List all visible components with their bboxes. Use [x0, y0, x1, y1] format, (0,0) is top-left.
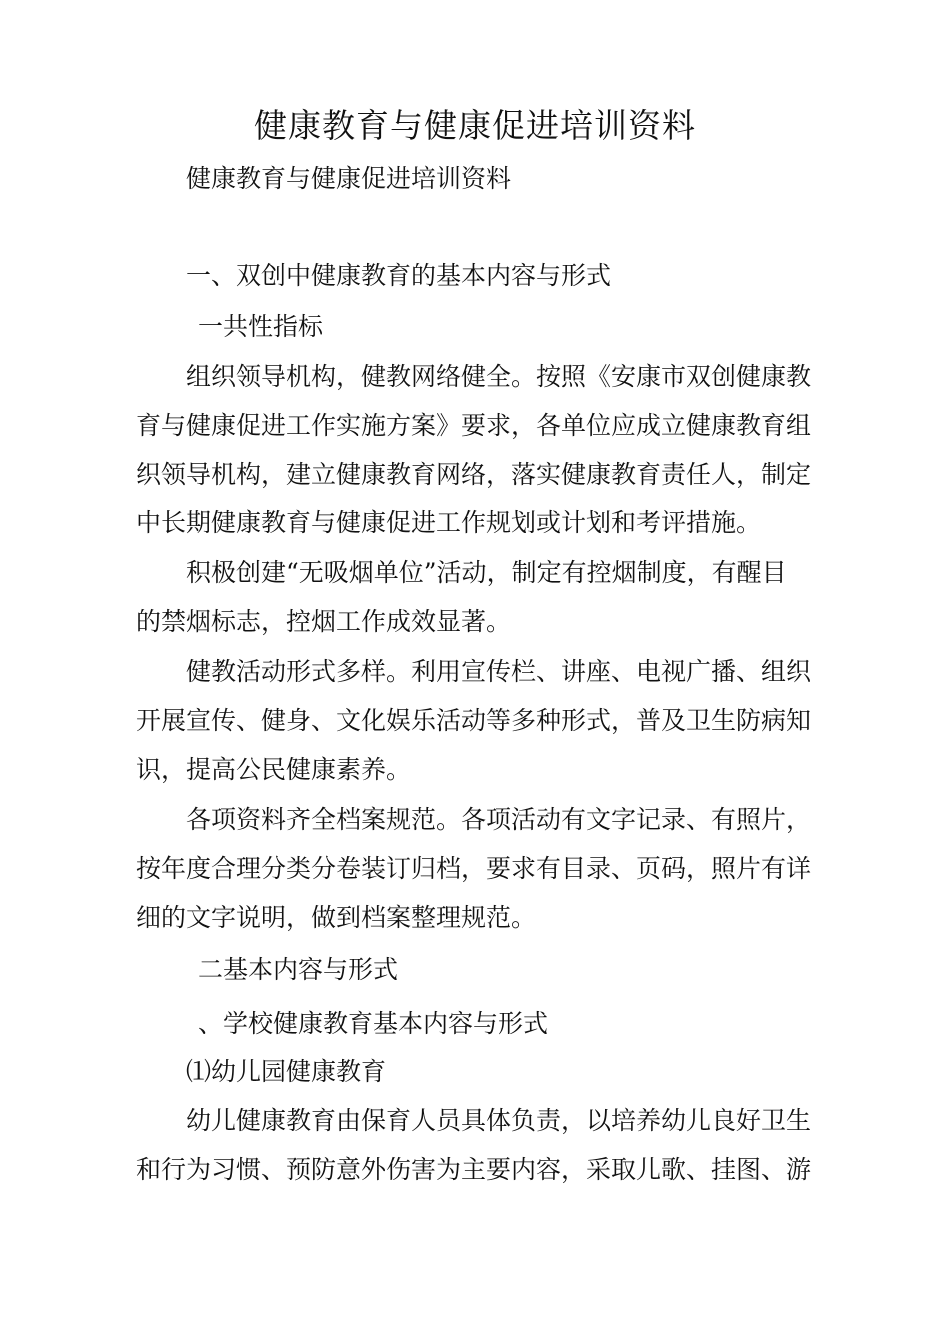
subsection-common-indicators: 一共性指标 — [198, 312, 324, 341]
paragraph-line: 中长期健康教育与健康促进工作规划或计划和考评措施。 — [136, 508, 762, 537]
paragraph-line: 细的文字说明，做到档案整理规范。 — [136, 903, 537, 932]
paragraph-line: 组织领导机构，健教网络健全。按照《安康市双创健康教 — [186, 362, 812, 391]
paragraph-line: 按年度合理分类分卷装订归档，要求有目录、页码，照片有详 — [136, 854, 812, 883]
kindergarten-heading: ⑴幼儿园健康教育 — [186, 1057, 387, 1086]
paragraph-line: 幼儿健康教育由保育人员具体负责，以培养幼儿良好卫生 — [186, 1106, 812, 1135]
paragraph-line: 的禁烟标志，控烟工作成效显著。 — [136, 607, 512, 636]
section-1-heading: 一、双创中健康教育的基本内容与形式 — [186, 261, 612, 290]
paragraph-line: 和行为习惯、预防意外伤害为主要内容，采取儿歌、挂图、游 — [136, 1155, 812, 1184]
paragraph-line: 织领导机构，建立健康教育网络，落实健康教育责任人，制定 — [136, 460, 812, 489]
paragraph-line: 识，提高公民健康素养。 — [136, 755, 412, 784]
paragraph-line: 积极创建“无吸烟单位”活动，制定有控烟制度，有醒目 — [186, 558, 787, 587]
document-subtitle: 健康教育与健康促进培训资料 — [186, 164, 512, 193]
school-heading: 、学校健康教育基本内容与形式 — [198, 1009, 549, 1038]
paragraph-line: 开展宣传、健身、文化娱乐活动等多种形式，普及卫生防病知 — [136, 706, 812, 735]
section-2-heading: 二基本内容与形式 — [198, 955, 399, 984]
paragraph-line: 健教活动形式多样。利用宣传栏、讲座、电视广播、组织 — [186, 657, 812, 686]
document-title: 健康教育与健康促进培训资料 — [254, 106, 696, 145]
paragraph-line: 各项资料齐全档案规范。各项活动有文字记录、有照片， — [186, 805, 812, 834]
paragraph-line: 育与健康促进工作实施方案》要求，各单位应成立健康教育组 — [136, 411, 812, 440]
